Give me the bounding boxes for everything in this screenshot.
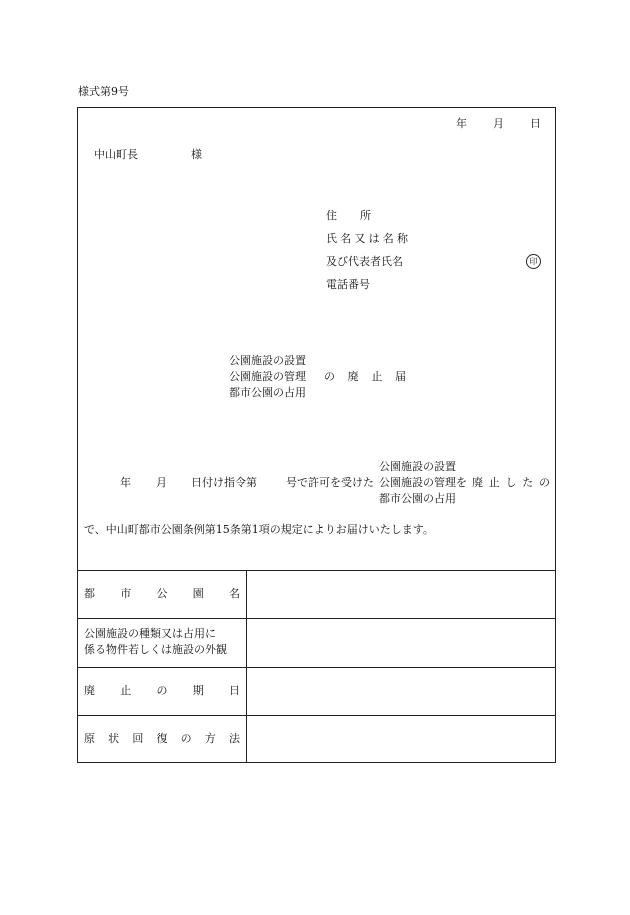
addressee-honorific: 様 (191, 148, 202, 161)
address-label: 住 所 (326, 209, 371, 222)
row-label-facility-type-line1: 公園施設の種類又は占用に (84, 627, 216, 640)
title-option-management: 公園施設の管理 (229, 370, 306, 383)
body-option-installation: 公園施設の設置 (379, 460, 456, 473)
row-label-facility-type-line2: 係る物件若しくは施設の外観 (84, 643, 227, 656)
table-rule-1 (78, 618, 555, 619)
row-label-abolition-date: 廃 止 の 期 日 (84, 684, 240, 697)
row-label-restoration-method: 原 状 回 復 の 方 法 (84, 732, 240, 745)
notification-form (77, 107, 556, 763)
body-date-year: 年 (120, 476, 131, 489)
phone-label: 電話番号 (326, 278, 370, 291)
body-date-month: 月 (156, 476, 167, 489)
body-option-management: 公園施設の管理を (379, 476, 467, 489)
table-top-rule (78, 570, 555, 571)
date-year: 年 (456, 117, 467, 130)
date-day: 日 (530, 117, 541, 130)
addressee-name: 中山町長 (94, 148, 138, 161)
table-rule-2 (78, 667, 555, 668)
body-permit-text: 号で許可を受けた (286, 476, 374, 489)
title-option-installation: 公園施設の設置 (229, 354, 306, 367)
name-label: 氏 名 又 は 名 称 (326, 232, 408, 245)
body-option-occupancy: 都市公園の占用 (379, 492, 456, 505)
date-month: 月 (493, 117, 504, 130)
table-column-divider (246, 570, 247, 762)
seal-mark: 印 (526, 254, 541, 269)
title-suffix: の 廃 止 届 (324, 370, 406, 383)
title-option-occupancy: 都市公園の占用 (229, 386, 306, 399)
form-number: 様式第9号 (78, 85, 129, 98)
row-label-park-name: 都 市 公 園 名 (84, 587, 240, 600)
representative-label: 及び代表者氏名 (326, 255, 403, 268)
body-date-day: 日付け指令第 (191, 476, 257, 489)
body-closing: で、中山町都市公園条例第15条第1項の規定によりお届けいたします。 (84, 523, 434, 536)
body-action: 廃 止 し た の (472, 476, 550, 489)
table-rule-3 (78, 715, 555, 716)
